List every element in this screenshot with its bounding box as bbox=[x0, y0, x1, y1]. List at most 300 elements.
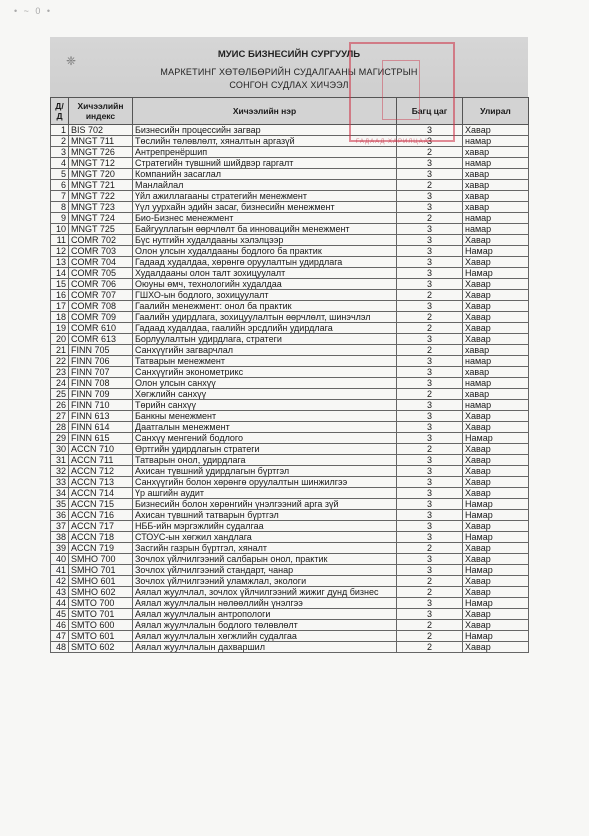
row-number: 38 bbox=[51, 532, 69, 543]
row-number: 35 bbox=[51, 499, 69, 510]
course-name: Бизнесийн процессийн загвар bbox=[133, 125, 397, 136]
course-name: Стратегийн түвшний шийдвэр гаргалт bbox=[133, 158, 397, 169]
row-number: 19 bbox=[51, 323, 69, 334]
course-index: FINN 707 bbox=[69, 367, 133, 378]
course-semester: Хавар bbox=[463, 455, 529, 466]
row-number: 43 bbox=[51, 587, 69, 598]
row-number: 2 bbox=[51, 136, 69, 147]
row-number: 14 bbox=[51, 268, 69, 279]
stamp-inner-mark bbox=[382, 60, 420, 120]
course-semester: Хавар bbox=[463, 477, 529, 488]
course-name: Худалдааны олон талт зохицуулалт bbox=[133, 268, 397, 279]
course-name: Үүл уурхайн эдийн засаг, бизнесийн менежмент bbox=[133, 202, 397, 213]
course-credits: 3 bbox=[397, 477, 463, 488]
course-semester: хавар bbox=[463, 180, 529, 191]
table-row bbox=[51, 532, 529, 543]
table-row bbox=[51, 136, 529, 147]
course-index: MNGT 722 bbox=[69, 191, 133, 202]
row-number: 6 bbox=[51, 180, 69, 191]
course-semester: Хавар bbox=[463, 444, 529, 455]
course-credits: 3 bbox=[397, 279, 463, 290]
table-row bbox=[51, 268, 529, 279]
course-credits: 2 bbox=[397, 587, 463, 598]
row-number: 40 bbox=[51, 554, 69, 565]
course-index: COMR 613 bbox=[69, 334, 133, 345]
course-index: SMTO 601 bbox=[69, 631, 133, 642]
table-row bbox=[51, 345, 529, 356]
table-row bbox=[51, 433, 529, 444]
course-semester: Намар bbox=[463, 510, 529, 521]
course-credits: 2 bbox=[397, 389, 463, 400]
course-credits: 3 bbox=[397, 125, 463, 136]
course-name: Аялал жуулчлалын антропологи bbox=[133, 609, 397, 620]
course-name: Оюуны өмч, технологийн худалдаа bbox=[133, 279, 397, 290]
course-name: Зочлох үйлчилгээний уламжлал, экологи bbox=[133, 576, 397, 587]
row-number: 1 bbox=[51, 125, 69, 136]
course-name: Санхүүгийн эконометрикс bbox=[133, 367, 397, 378]
course-name: ГШХО-ын бодлого, зохицуулалт bbox=[133, 290, 397, 301]
course-index: COMR 708 bbox=[69, 301, 133, 312]
table-row bbox=[51, 587, 529, 598]
course-semester: хавар bbox=[463, 191, 529, 202]
course-name: Санхүү менгений бодлого bbox=[133, 433, 397, 444]
course-index: MNGT 726 bbox=[69, 147, 133, 158]
course-credits: 3 bbox=[397, 455, 463, 466]
row-number: 28 bbox=[51, 422, 69, 433]
course-index: SMTO 602 bbox=[69, 642, 133, 653]
course-credits: 2 bbox=[397, 620, 463, 631]
course-semester: Хавар bbox=[463, 257, 529, 268]
course-index: MNGT 725 bbox=[69, 224, 133, 235]
course-index: COMR 704 bbox=[69, 257, 133, 268]
row-number: 33 bbox=[51, 477, 69, 488]
course-index: ACCN 710 bbox=[69, 444, 133, 455]
course-credits: 2 bbox=[397, 642, 463, 653]
row-number: 30 bbox=[51, 444, 69, 455]
row-number: 34 bbox=[51, 488, 69, 499]
course-semester: Хавар bbox=[463, 422, 529, 433]
course-semester: Намар bbox=[463, 246, 529, 257]
course-name: Аялал жуулчлалын хөгжлийн судалгаа bbox=[133, 631, 397, 642]
document-subtitle bbox=[50, 66, 528, 92]
course-index: MNGT 721 bbox=[69, 180, 133, 191]
table-row bbox=[51, 609, 529, 620]
course-semester: Намар bbox=[463, 433, 529, 444]
course-name: Өртгийн удирдлагын стратеги bbox=[133, 444, 397, 455]
row-number: 4 bbox=[51, 158, 69, 169]
course-credits: 3 bbox=[397, 268, 463, 279]
row-number: 29 bbox=[51, 433, 69, 444]
course-name: Ахисан түвшний удирдлагын бүртгэл bbox=[133, 466, 397, 477]
course-credits: 3 bbox=[397, 609, 463, 620]
course-table bbox=[50, 97, 529, 653]
row-number: 39 bbox=[51, 543, 69, 554]
course-index: SMHO 700 bbox=[69, 554, 133, 565]
row-number: 45 bbox=[51, 609, 69, 620]
course-index: FINN 708 bbox=[69, 378, 133, 389]
course-semester: намар bbox=[463, 136, 529, 147]
row-number: 3 bbox=[51, 147, 69, 158]
row-number: 46 bbox=[51, 620, 69, 631]
course-name: Гадаад худалдаа, гаалийн эрсдлийн удирдлага bbox=[133, 323, 397, 334]
course-credits: 2 bbox=[397, 290, 463, 301]
course-credits: 2 bbox=[397, 444, 463, 455]
course-index: FINN 709 bbox=[69, 389, 133, 400]
table-row bbox=[51, 158, 529, 169]
table-row bbox=[51, 323, 529, 334]
course-index: ACCN 711 bbox=[69, 455, 133, 466]
course-name: Татварын онол, удирдлага bbox=[133, 455, 397, 466]
row-number: 9 bbox=[51, 213, 69, 224]
row-number: 8 bbox=[51, 202, 69, 213]
course-name: Олон улсын худалдааны бодлого ба практик bbox=[133, 246, 397, 257]
course-semester: хавар bbox=[463, 147, 529, 158]
table-row bbox=[51, 257, 529, 268]
course-name: Үйл ажиллагааны стратегийн менежмент bbox=[133, 191, 397, 202]
course-credits: 3 bbox=[397, 246, 463, 257]
course-credits: 3 bbox=[397, 554, 463, 565]
table-row bbox=[51, 620, 529, 631]
course-index: FINN 710 bbox=[69, 400, 133, 411]
table-row bbox=[51, 290, 529, 301]
column-header-credits: Багц цаг bbox=[397, 98, 463, 125]
table-row bbox=[51, 466, 529, 477]
course-semester: Хавар bbox=[463, 290, 529, 301]
table-row bbox=[51, 356, 529, 367]
row-number: 42 bbox=[51, 576, 69, 587]
course-credits: 3 bbox=[397, 510, 463, 521]
course-index: COMR 705 bbox=[69, 268, 133, 279]
table-row bbox=[51, 389, 529, 400]
table-row bbox=[51, 444, 529, 455]
course-semester: Намар bbox=[463, 499, 529, 510]
course-credits: 2 bbox=[397, 631, 463, 642]
course-name: Даатгалын менежмент bbox=[133, 422, 397, 433]
table-row bbox=[51, 191, 529, 202]
course-index: SMHO 601 bbox=[69, 576, 133, 587]
course-semester: Хавар bbox=[463, 642, 529, 653]
course-semester: Намар bbox=[463, 598, 529, 609]
course-credits: 3 bbox=[397, 422, 463, 433]
course-index: ACCN 712 bbox=[69, 466, 133, 477]
course-credits: 3 bbox=[397, 191, 463, 202]
row-number: 31 bbox=[51, 455, 69, 466]
table-row bbox=[51, 477, 529, 488]
table-row bbox=[51, 180, 529, 191]
table-row bbox=[51, 312, 529, 323]
course-name: Зочлох үйлчилгээний салбарын онол, практик bbox=[133, 554, 397, 565]
course-name: Гаалийн удирдлага, зохицуулалтын өөрчлөлт, шинэчлэл bbox=[133, 312, 397, 323]
course-index: FINN 614 bbox=[69, 422, 133, 433]
row-number: 32 bbox=[51, 466, 69, 477]
course-index: SMTO 700 bbox=[69, 598, 133, 609]
table-row bbox=[51, 400, 529, 411]
course-semester: Хавар bbox=[463, 301, 529, 312]
course-semester: Намар bbox=[463, 532, 529, 543]
table-row bbox=[51, 246, 529, 257]
course-credits: 3 bbox=[397, 202, 463, 213]
course-credits: 3 bbox=[397, 521, 463, 532]
course-index: FINN 613 bbox=[69, 411, 133, 422]
course-table-body bbox=[51, 125, 529, 653]
course-name: Санхүүгийн загварчлал bbox=[133, 345, 397, 356]
table-row bbox=[51, 224, 529, 235]
table-row bbox=[51, 202, 529, 213]
row-number: 20 bbox=[51, 334, 69, 345]
course-credits: 3 bbox=[397, 488, 463, 499]
row-number: 26 bbox=[51, 400, 69, 411]
course-semester: Хавар bbox=[463, 312, 529, 323]
course-name: СТОУС-ын хөгжил хандлага bbox=[133, 532, 397, 543]
course-credits: 3 bbox=[397, 356, 463, 367]
course-index: MNGT 711 bbox=[69, 136, 133, 147]
course-credits: 2 bbox=[397, 323, 463, 334]
course-credits: 3 bbox=[397, 411, 463, 422]
course-index: SMHO 602 bbox=[69, 587, 133, 598]
course-semester: намар bbox=[463, 378, 529, 389]
course-name: Гадаад худалдаа, хөрөнгө оруулалтын удирдлага bbox=[133, 257, 397, 268]
course-credits: 3 bbox=[397, 466, 463, 477]
course-index: ACCN 713 bbox=[69, 477, 133, 488]
course-name: Манлайлал bbox=[133, 180, 397, 191]
course-semester: Хавар bbox=[463, 235, 529, 246]
course-credits: 3 bbox=[397, 400, 463, 411]
course-index: COMR 707 bbox=[69, 290, 133, 301]
row-number: 18 bbox=[51, 312, 69, 323]
course-index: ACCN 715 bbox=[69, 499, 133, 510]
table-row bbox=[51, 213, 529, 224]
table-row bbox=[51, 422, 529, 433]
course-credits: 3 bbox=[397, 565, 463, 576]
course-index: MNGT 724 bbox=[69, 213, 133, 224]
course-semester: Хавар bbox=[463, 323, 529, 334]
course-name: Татварын менежмент bbox=[133, 356, 397, 367]
course-credits: 3 bbox=[397, 532, 463, 543]
column-header-no: Д/Д bbox=[51, 98, 69, 125]
course-semester: Намар bbox=[463, 268, 529, 279]
course-semester: Хавар bbox=[463, 576, 529, 587]
row-number: 23 bbox=[51, 367, 69, 378]
course-name: Хөгжлийн санхүү bbox=[133, 389, 397, 400]
course-credits: 3 bbox=[397, 235, 463, 246]
row-number: 16 bbox=[51, 290, 69, 301]
course-name: НББ-ийн мэргэжлийн судалгаа bbox=[133, 521, 397, 532]
course-semester: Хавар bbox=[463, 609, 529, 620]
course-semester: намар bbox=[463, 356, 529, 367]
course-credits: 2 bbox=[397, 345, 463, 356]
table-row bbox=[51, 411, 529, 422]
row-number: 27 bbox=[51, 411, 69, 422]
course-name: Био-Бизнес менежмент bbox=[133, 213, 397, 224]
table-row bbox=[51, 510, 529, 521]
table-row bbox=[51, 125, 529, 136]
row-number: 11 bbox=[51, 235, 69, 246]
course-semester: Хавар bbox=[463, 620, 529, 631]
course-semester: Хавар bbox=[463, 125, 529, 136]
course-semester: Хавар bbox=[463, 466, 529, 477]
course-semester: хавар bbox=[463, 345, 529, 356]
course-credits: 3 bbox=[397, 598, 463, 609]
table-row bbox=[51, 488, 529, 499]
course-semester: Хавар bbox=[463, 543, 529, 554]
course-name: Аялал жуулчлал, зочлох үйлчилгээний жижиг дунд бизнес bbox=[133, 587, 397, 598]
row-number: 41 bbox=[51, 565, 69, 576]
course-semester: намар bbox=[463, 400, 529, 411]
course-semester: хавар bbox=[463, 367, 529, 378]
table-header-row bbox=[51, 98, 529, 125]
row-number: 47 bbox=[51, 631, 69, 642]
course-index: COMR 709 bbox=[69, 312, 133, 323]
course-name: Олон улсын санхүү bbox=[133, 378, 397, 389]
table-row bbox=[51, 554, 529, 565]
course-index: COMR 610 bbox=[69, 323, 133, 334]
course-credits: 2 bbox=[397, 543, 463, 554]
table-row bbox=[51, 334, 529, 345]
course-credits: 3 bbox=[397, 224, 463, 235]
course-semester: намар bbox=[463, 224, 529, 235]
course-index: COMR 703 bbox=[69, 246, 133, 257]
row-number: 44 bbox=[51, 598, 69, 609]
subtitle-line-2: СОНГОН СУДЛАХ ХИЧЭЭЛ bbox=[229, 80, 349, 90]
table-row bbox=[51, 576, 529, 587]
row-number: 25 bbox=[51, 389, 69, 400]
table-row bbox=[51, 642, 529, 653]
course-semester: Хавар bbox=[463, 554, 529, 565]
table-row bbox=[51, 378, 529, 389]
course-index: FINN 706 bbox=[69, 356, 133, 367]
course-semester: Намар bbox=[463, 565, 529, 576]
course-name: Гаалийн менежмент: онол ба практик bbox=[133, 301, 397, 312]
column-header-index: Хичээлийн индекс bbox=[69, 98, 133, 125]
course-semester: Хавар bbox=[463, 521, 529, 532]
course-index: SMTO 701 bbox=[69, 609, 133, 620]
table-row bbox=[51, 565, 529, 576]
course-index: MNGT 720 bbox=[69, 169, 133, 180]
row-number: 48 bbox=[51, 642, 69, 653]
column-header-name: Хичээлийн нэр bbox=[133, 98, 397, 125]
row-number: 12 bbox=[51, 246, 69, 257]
table-row bbox=[51, 301, 529, 312]
course-credits: 3 bbox=[397, 158, 463, 169]
subtitle-line-1: МАРКЕТИНГ ХӨТӨЛБӨРИЙН СУДАЛГААНЫ МАГИСТРЫН bbox=[160, 67, 418, 77]
course-name: Компанийн засаглал bbox=[133, 169, 397, 180]
course-name: Банкны менежмент bbox=[133, 411, 397, 422]
table-row bbox=[51, 367, 529, 378]
course-index: BIS 702 bbox=[69, 125, 133, 136]
row-number: 7 bbox=[51, 191, 69, 202]
course-credits: 2 bbox=[397, 576, 463, 587]
course-index: FINN 705 bbox=[69, 345, 133, 356]
university-logo-icon: ❈ bbox=[66, 54, 77, 68]
row-number: 22 bbox=[51, 356, 69, 367]
course-name: Зочлох үйлчилгээний стандарт, чанар bbox=[133, 565, 397, 576]
course-semester: Хавар bbox=[463, 279, 529, 290]
course-index: FINN 615 bbox=[69, 433, 133, 444]
course-name: Аялал жуулчлалын бодлого төлөвлөлт bbox=[133, 620, 397, 631]
course-credits: 3 bbox=[397, 367, 463, 378]
table-row bbox=[51, 147, 529, 158]
course-name: Байгууллагын өөрчлөлт ба инновацийн менежмент bbox=[133, 224, 397, 235]
course-name: Аялал жуулчлалын дахваршил bbox=[133, 642, 397, 653]
course-name: Бүс нутгийн худалдааны хэлэлцээр bbox=[133, 235, 397, 246]
column-header-semester: Улирал bbox=[463, 98, 529, 125]
table-row bbox=[51, 455, 529, 466]
table-row bbox=[51, 598, 529, 609]
row-number: 24 bbox=[51, 378, 69, 389]
course-semester: Намар bbox=[463, 631, 529, 642]
course-semester: намар bbox=[463, 158, 529, 169]
course-index: COMR 702 bbox=[69, 235, 133, 246]
row-number: 13 bbox=[51, 257, 69, 268]
course-index: ACCN 714 bbox=[69, 488, 133, 499]
course-credits: 3 bbox=[397, 499, 463, 510]
course-credits: 3 bbox=[397, 334, 463, 345]
row-number: 5 bbox=[51, 169, 69, 180]
course-credits: 3 bbox=[397, 136, 463, 147]
course-name: Аялал жуулчлалын нөлөөллийн үнэлгээ bbox=[133, 598, 397, 609]
row-number: 37 bbox=[51, 521, 69, 532]
table-row bbox=[51, 499, 529, 510]
course-index: SMHO 701 bbox=[69, 565, 133, 576]
course-index: ACCN 719 bbox=[69, 543, 133, 554]
course-semester: Хавар bbox=[463, 587, 529, 598]
course-credits: 2 bbox=[397, 180, 463, 191]
course-index: ACCN 717 bbox=[69, 521, 133, 532]
course-semester: намар bbox=[463, 213, 529, 224]
course-index: ACCN 716 bbox=[69, 510, 133, 521]
table-row bbox=[51, 235, 529, 246]
course-credits: 3 bbox=[397, 169, 463, 180]
table-row bbox=[51, 543, 529, 554]
table-row bbox=[51, 169, 529, 180]
course-index: MNGT 712 bbox=[69, 158, 133, 169]
course-name: Үр ашгийн аудит bbox=[133, 488, 397, 499]
course-semester: Хавар bbox=[463, 488, 529, 499]
course-name: Борлуулалтын удирдлага, стратеги bbox=[133, 334, 397, 345]
course-name: Бизнесийн болон хөрөнгийн үнэлгээний арга зүй bbox=[133, 499, 397, 510]
table-row bbox=[51, 279, 529, 290]
row-number: 17 bbox=[51, 301, 69, 312]
row-number: 15 bbox=[51, 279, 69, 290]
row-number: 10 bbox=[51, 224, 69, 235]
course-credits: 2 bbox=[397, 213, 463, 224]
scan-corner-mark: • ~ 0 • bbox=[14, 6, 53, 16]
course-index: COMR 706 bbox=[69, 279, 133, 290]
course-credits: 3 bbox=[397, 433, 463, 444]
course-credits: 2 bbox=[397, 312, 463, 323]
school-name: МУИС БИЗНЕСИЙН СУРГУУЛЬ bbox=[217, 49, 361, 60]
course-name: Төрийн санхүү bbox=[133, 400, 397, 411]
course-name: Санхүүгийн болон хөрөнгө оруулалтын шинжилгээ bbox=[133, 477, 397, 488]
course-semester: хавар bbox=[463, 202, 529, 213]
course-credits: 3 bbox=[397, 378, 463, 389]
course-credits: 3 bbox=[397, 301, 463, 312]
course-index: SMTO 600 bbox=[69, 620, 133, 631]
stamp-text: ГАДААД ХАРИЛЦАА bbox=[356, 139, 429, 145]
course-name: Засгийн газрын бүртгэл, хяналт bbox=[133, 543, 397, 554]
course-semester: Хавар bbox=[463, 334, 529, 345]
course-index: ACCN 718 bbox=[69, 532, 133, 543]
course-credits: 2 bbox=[397, 147, 463, 158]
table-row bbox=[51, 521, 529, 532]
row-number: 21 bbox=[51, 345, 69, 356]
course-semester: хавар bbox=[463, 169, 529, 180]
table-row bbox=[51, 631, 529, 642]
course-name: Төслийн төлөвлөлт, хяналтын аргазүй bbox=[133, 136, 397, 147]
course-semester: хавар bbox=[463, 389, 529, 400]
course-credits: 3 bbox=[397, 257, 463, 268]
row-number: 36 bbox=[51, 510, 69, 521]
